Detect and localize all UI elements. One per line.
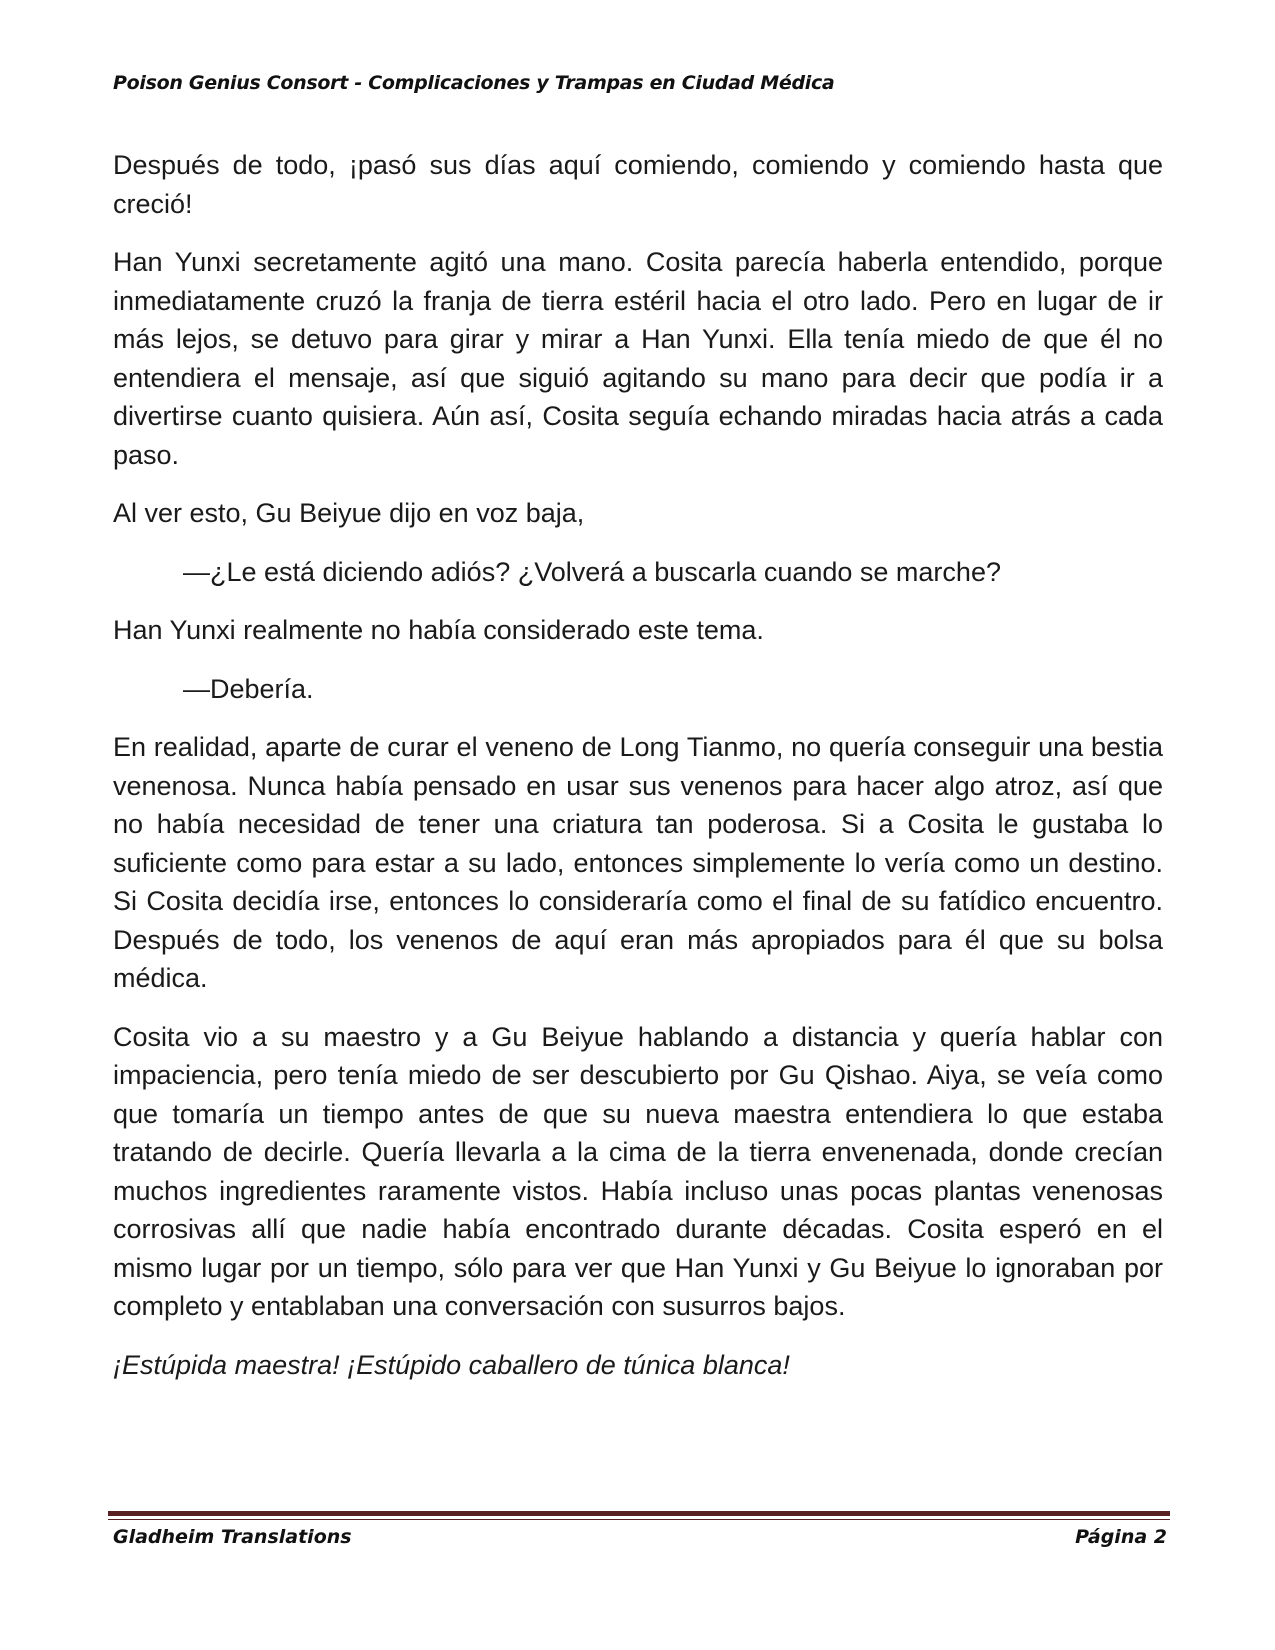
paragraph: Al ver esto, Gu Beiyue dijo en voz baja, <box>113 498 585 528</box>
paragraph: Cosita vio a su maestro y a Gu Beiyue hablando a distancia y quería hablar con impaciencia, pero tenía miedo de ser descubierto por Gu Qishao. Aiya, se veía como que tomaría un tiempo antes de que su nueva maestra entendiera lo que estaba tratando de decirle. Quería llevarla a la cima de la tierra envenenada, donde crecían muchos ingredientes raramente vistos. Había incluso unas pocas plantas venenosas corrosivas allí que nadie había encontrado durante décadas. Cosita esperó en el mismo lugar por un tiempo, sólo para ver que Han Yunxi y Gu Beiyue lo ignoraban por completo y entablaban una conversación con susurros bajos. <box>113 1021 1163 1321</box>
footer-rule <box>108 1511 1170 1516</box>
dialog-line: —¿Le está diciendo adiós? ¿Volverá a buscarla cuando se marche? <box>183 556 1001 587</box>
paragraph: Después de todo, ¡pasó sus días aquí comiendo, comiendo y comiendo hasta que creció! <box>113 150 1163 219</box>
footer-rule-thin <box>108 1519 1170 1520</box>
running-header: Poison Genius Consort - Complicaciones y Trampas en Ciudad Médica <box>113 72 835 94</box>
paragraph: En realidad, aparte de curar el veneno de Long Tianmo, no quería conseguir una bestia venenosa. Nunca había pensado en usar sus venenos para hacer algo atroz, así que no había necesidad de tener una criatura tan poderosa. Si a Cosita le gustaba lo suficiente como para estar a su lado, entonces simplemente lo vería como un destino. Si Cosita decidía irse, entonces lo consideraría como el final de su fatídico encuentro. Después de todo, los venenos de aquí eran más apropiados para él que su bolsa médica. <box>113 732 1163 993</box>
paragraph: Han Yunxi realmente no había considerado este tema. <box>113 615 764 645</box>
footer-publisher: Gladheim Translations <box>113 1526 352 1548</box>
body-text <box>113 146 1163 1404</box>
paragraph: Han Yunxi secretamente agitó una mano. Cosita parecía haberla entendido, porque inmediatamente cruzó la franja de tierra estéril hacia el otro lado. Pero en lugar de ir más lejos, se detuvo para girar y mirar a Han Yunxi. Ella tenía miedo de que él no entendiera el mensaje, así que siguió agitando su mano para decir que podía ir a divertirse cuanto quisiera. Aún así, Cosita seguía echando miradas hacia atrás a cada paso. <box>113 247 1163 470</box>
dialog-line: —Debería. <box>183 673 314 704</box>
italic-line: ¡Estúpida maestra! ¡Estúpido caballero de túnica blanca! <box>113 1349 790 1380</box>
page-number: Página 2 <box>1075 1526 1167 1548</box>
